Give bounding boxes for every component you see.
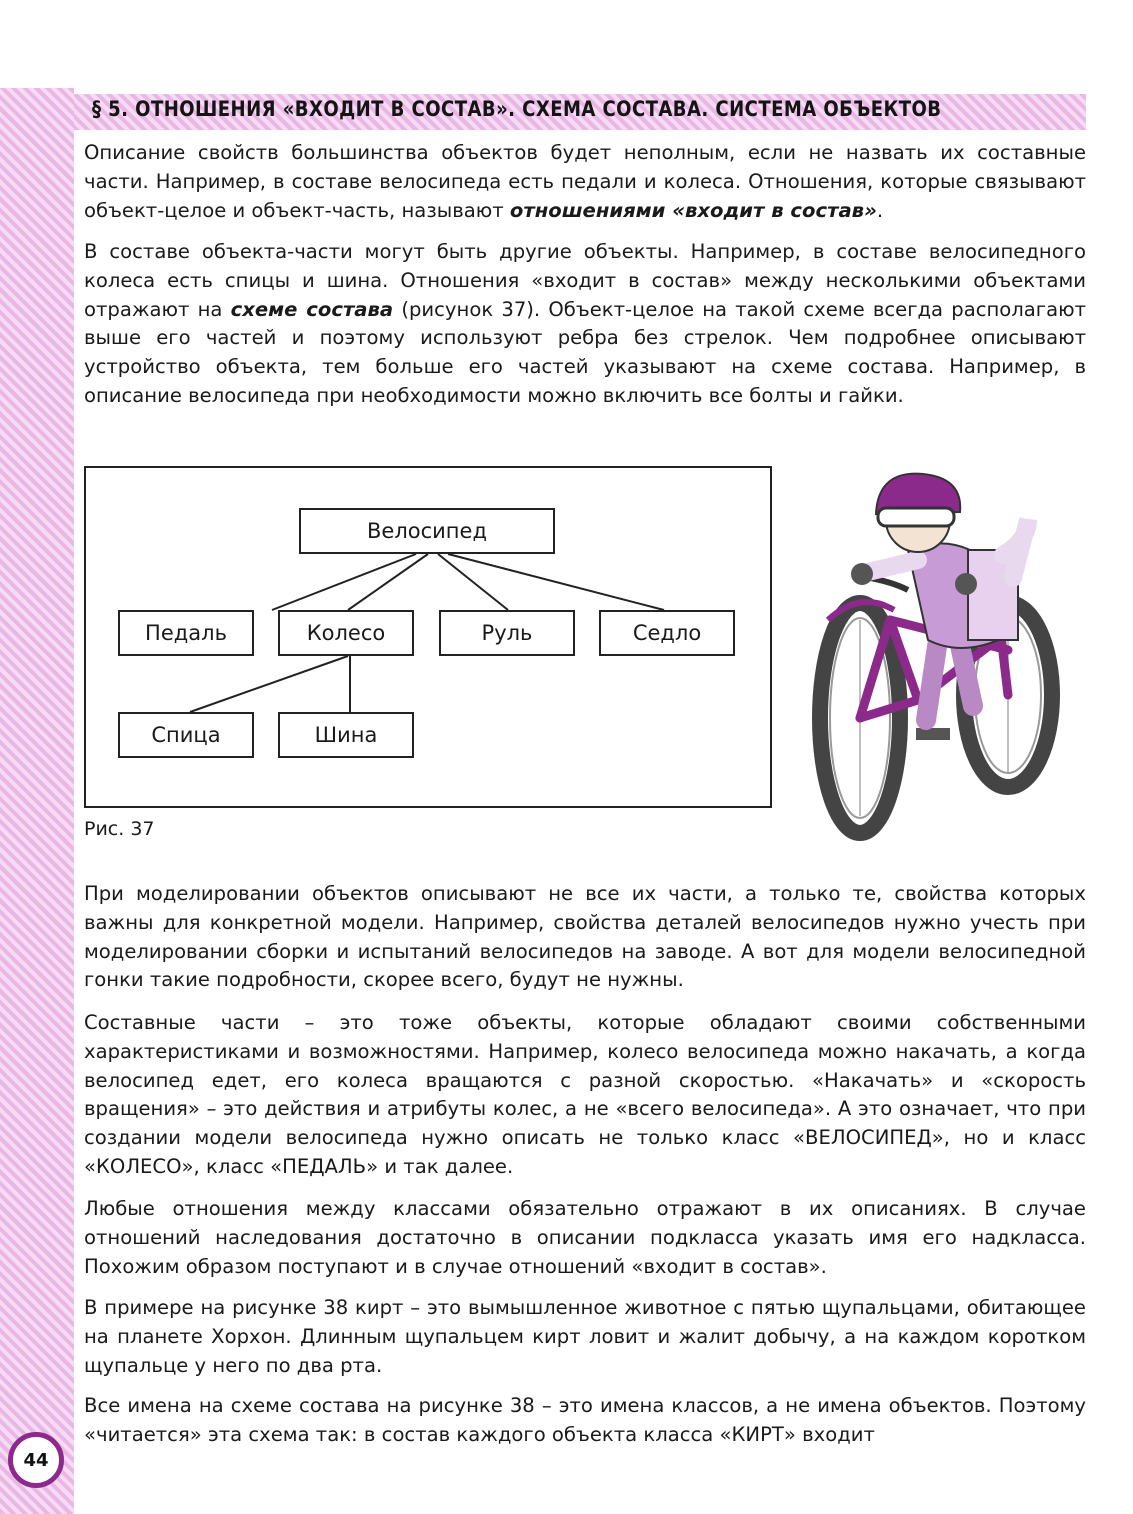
paragraph-4: Составные части – это тоже объекты, которые обладают своими собственными характеристиками и возможностями. Например, колесо велосипеда можно накачать, а когда велосипед едет, его колеса вращаются с разной скоростью. «Накачать» и «скорость вращения» – это действия и атрибуты колес, а не «всего велосипеда». А это означает, что при создании модели велосипеда нужно описать не только класс «ВЕЛОСИПЕД», но и класс «КОЛЕСО», класс «ПЕДАЛЬ» и так далее. xyxy=(84,1011,1086,1178)
page-number: 44 xyxy=(8,1432,64,1488)
node-pedal: Педаль xyxy=(118,610,254,656)
left-decorative-strip xyxy=(0,88,74,1514)
paragraph-5: Любые отношения между классами обязательно отражают в их описаниях. В случае отношений наследования достаточно в описании подкласса указать имя его надкласса. Похожим образом поступают и в случае отношений «входит в состав». xyxy=(84,1197,1086,1278)
term-emphasis: отношениями «входит в состав» xyxy=(509,198,877,222)
node-saddle: Седло xyxy=(599,610,735,656)
edge-wheel-spoke xyxy=(190,656,348,712)
edge-root-handlebar xyxy=(438,554,508,610)
node-tire: Шина xyxy=(278,712,414,758)
cyclist-illustration-icon xyxy=(798,460,1108,850)
edge-root-wheel xyxy=(348,554,428,610)
page-title: § 5. ОТНОШЕНИЯ «ВХОДИТ В СОСТАВ». СХЕМА СОСТАВА. СИСТЕМА ОБЪЕКТОВ xyxy=(92,97,942,121)
paragraph-7: Все имена на схеме состава на рисунке 38 – это имена классов, а не имена объектов. Поэтому «читается» эта схема так: в состав каждого объекта класса «КИРТ» входит xyxy=(84,1394,1086,1446)
figure-caption: Рис. 37 xyxy=(84,818,155,840)
composition-diagram xyxy=(84,466,772,808)
paragraph-3: При моделировании объектов описывают не все их части, а только те, свойства которых важны для конкретной модели. Например, свойства деталей велосипедов нужно учесть при моделировании сборки и испытаний велосипедов на заводе. А вот для модели велосипедной гонки такие подробности, скорее всего, будут не нужны. xyxy=(84,882,1086,992)
paragraph-2: В составе объекта-части могут быть другие объекты. Например, в составе велосипедного колеса есть спицы и шина. Отношения «входит в состав» между несколькими объектами отражают на схеме состава (рисунок 37). Объект-целое на такой схеме всегда располагают выше его частей и поэтому используют ребра без стрелок. Чем подробнее описывают устройство объекта, тем больше его частей указывают на схеме состава. Например, в описание велосипеда при необходимости можно включить все болты и гайки. xyxy=(84,240,1087,407)
node-handlebar: Руль xyxy=(439,610,575,656)
node-wheel: Колесо xyxy=(278,610,414,656)
paragraph-1: Описание свойств большинства объектов будет неполным, если не назвать их составные части. Например, в составе велосипеда есть педали и колеса. Отношения, которые связывают объект-целое и объект-часть, называют отношениями «входит в состав». xyxy=(84,141,1086,222)
edge-root-pedal xyxy=(272,554,416,610)
edge-root-saddle xyxy=(448,554,664,610)
node-root: Велосипед xyxy=(299,508,555,554)
node-spoke: Спица xyxy=(118,712,254,758)
paragraph-6: В примере на рисунке 38 кирт – это вымышленное животное с пятью щупальцами, обитающее на планете Хорхон. Длинным щупальцем кирт ловит и жалит добычу, а на каждом коротком щупальце у него по два рта. xyxy=(84,1296,1086,1377)
term-emphasis: схеме состава xyxy=(230,297,394,321)
